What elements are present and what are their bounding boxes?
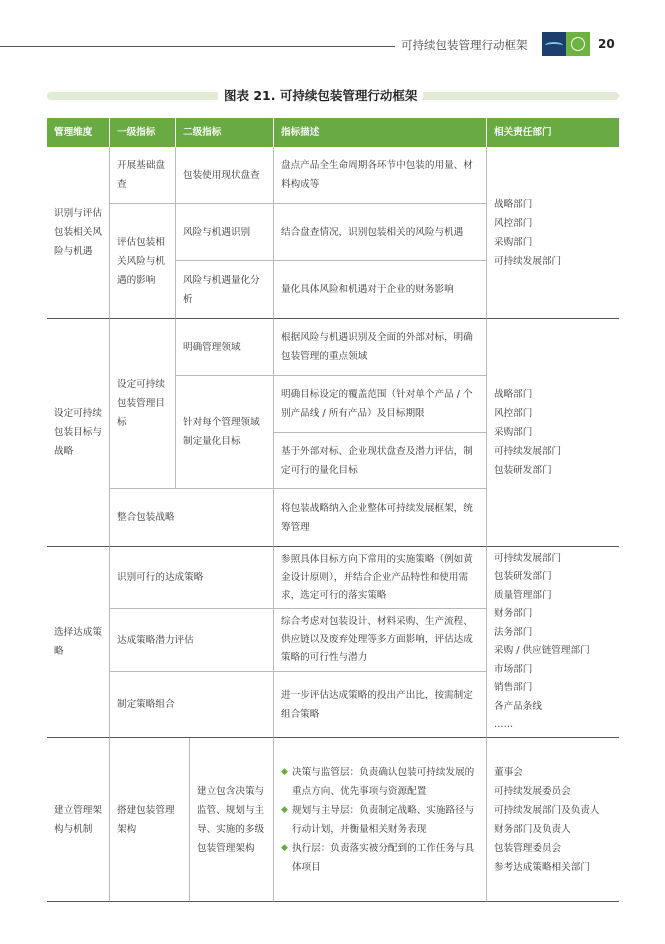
- dimension-cell: 设定可持续包装目标与战略: [47, 319, 110, 547]
- dimension-cell: 识别与评估包装相关风险与机遇: [47, 147, 110, 319]
- description-cell: 结合盘查情况，识别包装相关的风险与机遇: [274, 204, 487, 261]
- description-cell: 基于外部对标、企业现状盘查及潜力评估，制定可行的量化目标: [274, 433, 487, 489]
- diamond-bullet-icon: ◆: [281, 842, 288, 853]
- level1-cell: 评估包装相关风险与机遇的影响: [110, 204, 176, 319]
- level2-cell: 建立包含决策与监管、规划与主导、实施的多级包装管理架构: [190, 738, 274, 902]
- dimension-cell: 选择达成策略: [47, 547, 110, 738]
- column-header-dimension: 管理维度: [47, 118, 110, 147]
- level1-cell: 识别可行的达成策略: [110, 547, 274, 609]
- diamond-bullet-icon: ◆: [281, 804, 288, 815]
- description-cell: 盘点产品全生命周期各环节中包装的用量、材料构成等: [274, 147, 487, 204]
- report-logo-icon: [542, 32, 566, 56]
- framework-table: [47, 118, 619, 902]
- level1-cell: 搭建包装管理架构: [110, 738, 190, 902]
- description-cell: 进一步评估达成策略的投出产出比，按需制定组合策略: [274, 672, 487, 738]
- level2-cell: 风险与机遇量化分析: [176, 261, 274, 319]
- column-header-level2: 二级指标: [176, 118, 274, 147]
- level2-cell: 明确管理领域: [176, 319, 274, 376]
- level2-cell: 风险与机遇识别: [176, 204, 274, 261]
- departments-cell: 战略部门 风控部门 采购部门 可持续发展部门 包装研发部门: [487, 319, 619, 547]
- column-header-departments: 相关责任部门: [487, 118, 619, 147]
- page-number: 20: [598, 37, 615, 51]
- list-item: ◆ 执行层：负责落实被分配到的工作任务与具体项目: [281, 839, 479, 877]
- level2-cell: 包装使用现状盘查: [176, 147, 274, 204]
- level1-cell: 开展基础盘查: [110, 147, 176, 204]
- level2-cell: 针对每个管理领域制定量化目标: [176, 376, 274, 489]
- description-cell: 量化具体风险和机遇对于企业的财务影响: [274, 261, 487, 319]
- description-cell: 将包装战略纳入企业整体可持续发展框架，统筹管理: [274, 489, 487, 547]
- list-item: ◆ 规划与主导层：负责制定战略、实施路径与行动计划，并衡量相关财务表现: [281, 801, 479, 839]
- description-cell: [274, 738, 487, 902]
- description-cell: 参照具体目标方向下常用的实施策略（例如黄金设计原则），并结合企业产品特性和使用需求，选定可行的落实策略: [274, 547, 487, 609]
- header-rule: [0, 46, 395, 47]
- running-header-title: 可持续包装管理行动框架: [401, 38, 528, 52]
- sustainability-logo-icon: [566, 32, 590, 56]
- column-header-description: 指标描述: [274, 118, 487, 147]
- description-cell: 根据风险与机遇识别及全面的外部对标，明确包装管理的重点领域: [274, 319, 487, 376]
- level1-cell: 达成策略潜力评估: [110, 609, 274, 672]
- diamond-bullet-icon: ◆: [281, 766, 288, 777]
- departments-cell: 战略部门 风控部门 采购部门 可持续发展部门: [487, 147, 619, 319]
- description-cell: 综合考虑对包装设计、材料采购、生产流程、供应链以及废弃处理等多方面影响，评估达成策略的可行性与潜力: [274, 609, 487, 672]
- column-header-level1: 一级指标: [110, 118, 176, 147]
- level1-cell: 设定可持续包装管理目标: [110, 319, 176, 489]
- figure-caption: 图表 21. 可持续包装管理行动框架: [218, 86, 423, 104]
- description-cell: 明确目标设定的覆盖范围（针对单个产品 / 个别产品线 / 所有产品）及目标期限: [274, 376, 487, 433]
- departments-cell: 可持续发展部门 包装研发部门 质量管理部门 财务部门 法务部门 采购 / 供应链管理部门 市场部门 销售部门 各产品条线 ……: [487, 547, 619, 738]
- level1-cell: 整合包装战略: [110, 489, 274, 547]
- level1-cell: 制定策略组合: [110, 672, 274, 738]
- departments-cell: 董事会 可持续发展委员会 可持续发展部门及负责人 财务部门及负责人 包装管理委员会 参考达成策略相关部门: [487, 738, 619, 902]
- list-item: ◆ 决策与监管层：负责确认包装可持续发展的重点方向、优先事项与资源配置: [281, 763, 479, 801]
- dimension-cell: 建立管理架构与机制: [47, 738, 110, 902]
